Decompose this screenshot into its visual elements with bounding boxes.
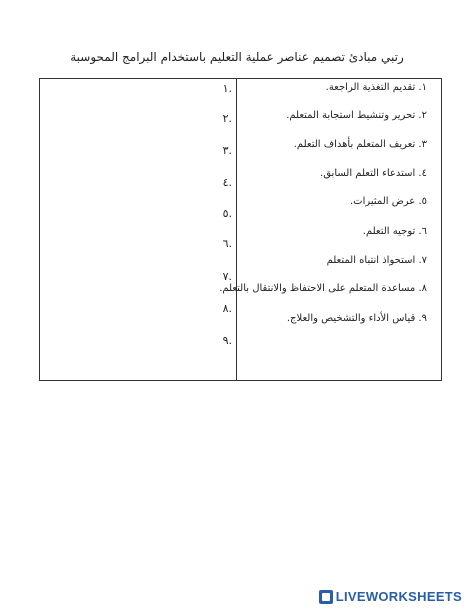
- principle-item-3: ٣. تعريف المتعلم بأهداف التعلم.: [293, 139, 427, 150]
- worksheet-title: رتبي مبادئ تصميم عناصر عملية التعليم باستخدام البرامج المحوسبة: [70, 50, 404, 64]
- answer-slot-9[interactable]: .٩: [222, 334, 232, 347]
- principle-item-6: ٦. توجيه التعلم.: [362, 226, 427, 237]
- brand-name: LIVEWORKSHEETS: [335, 589, 462, 604]
- principle-item-5: ٥. عرض المثيرات.: [349, 196, 427, 207]
- answer-table: [39, 78, 442, 381]
- principle-item-2: ٢. تحرير وتنشيط استجابة المتعلم.: [286, 110, 427, 121]
- answer-slot-3[interactable]: .٣: [222, 144, 232, 157]
- answer-slot-6[interactable]: .٦: [222, 237, 232, 250]
- principle-item-8: ٨. مساعدة المتعلم على الاحتفاظ والانتقال بالتعلم.: [219, 283, 427, 294]
- answer-slot-7[interactable]: .٧: [222, 270, 232, 283]
- answer-slot-1[interactable]: .١: [222, 82, 232, 95]
- answer-slot-8[interactable]: .٨: [222, 302, 232, 315]
- answer-slot-5[interactable]: .٥: [222, 207, 232, 220]
- column-divider: [236, 79, 237, 380]
- liveworksheets-logo-icon: [319, 590, 333, 604]
- principle-item-1: ١. تقديم التغذية الراجعة.: [325, 82, 427, 93]
- principle-item-9: ٩. قياس الأداء والتشخيص والعلاج.: [286, 313, 427, 324]
- principle-item-4: ٤. استدعاء التعلم السابق.: [320, 168, 427, 179]
- principle-item-7: ٧. استحواذ انتباه المتعلم: [326, 255, 427, 266]
- answer-slot-2[interactable]: .٢: [222, 112, 232, 125]
- brand-footer: [319, 589, 462, 604]
- answer-slot-4[interactable]: .٤: [222, 176, 232, 189]
